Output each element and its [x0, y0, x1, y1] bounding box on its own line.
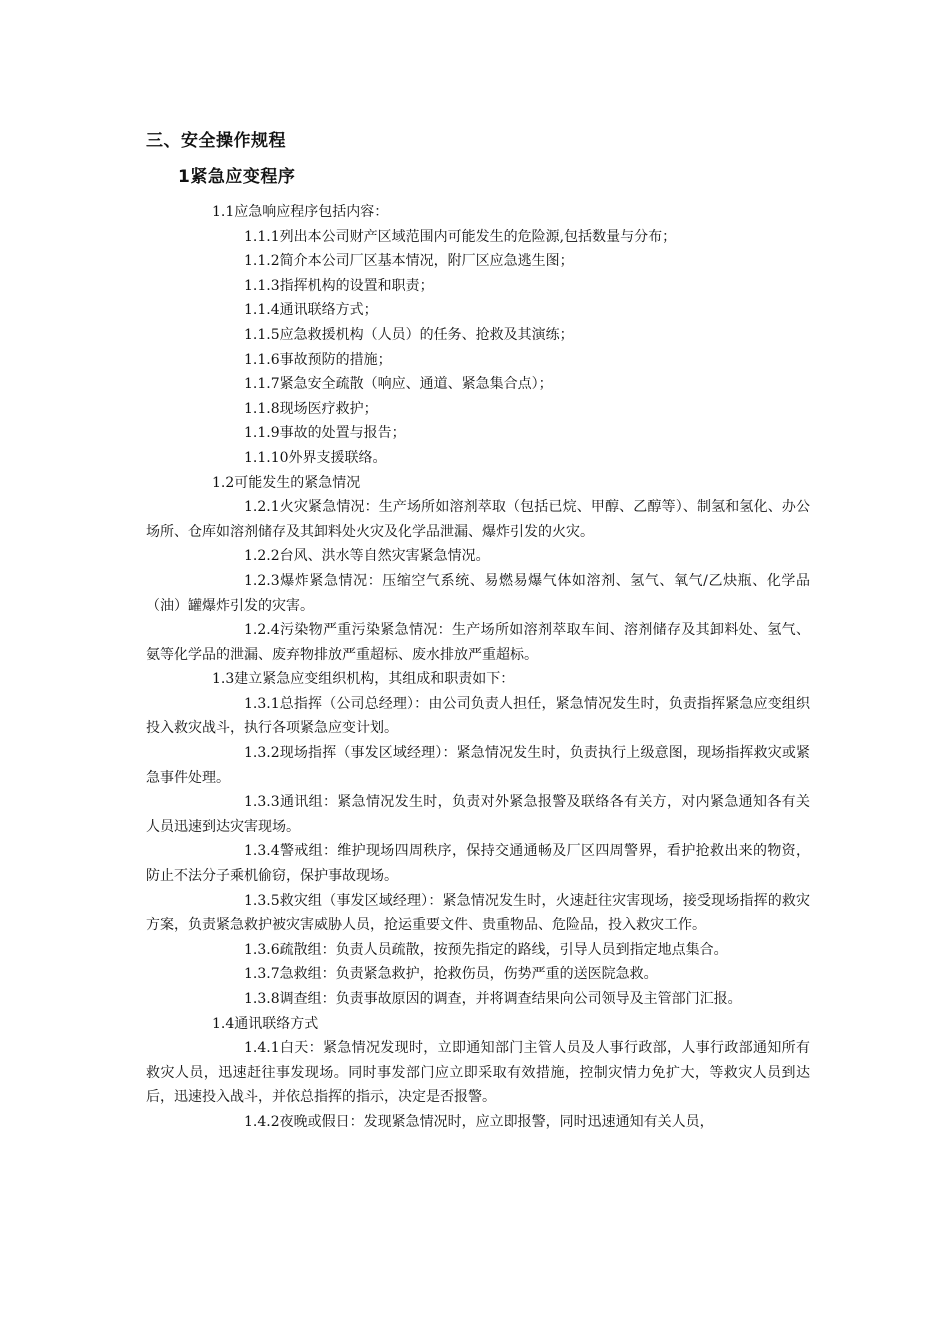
clause-paragraph: 1.1.4通讯联络方式； [244, 302, 378, 319]
clause-paragraph: 1.3.5救灾组（事发区域经理）：紧急情况发生时，火速赶往灾害现场，接受现场指挥的救灾方案，负责紧急救护被灾害威胁人员，抢运重要文件、贵重物品、危险品，投入救灾工作。 [146, 892, 810, 934]
clause-paragraph: 1.1.6事故预防的措施； [244, 351, 392, 368]
clause-paragraph: 1.1.8现场医疗救护； [244, 400, 378, 417]
clause-paragraph: 1.1.1列出本公司财产区域范围内可能发生的危险源,包括数量与分布； [244, 228, 677, 245]
clause-paragraph: 1.1.9事故的处置与报告； [244, 425, 406, 442]
clause-paragraph: 1.1.5应急救援机构（人员）的任务、抢救及其演练； [244, 326, 574, 343]
clause-paragraph: 1.3.6疏散组：负责人员疏散，按预先指定的路线，引导人员到指定地点集合。 [244, 941, 728, 958]
clause-paragraph: 1.2.4污染物严重污染紧急情况：生产场所如溶剂萃取车间、溶剂储存及其卸料处、氢气、氨等化学品的泄漏、废弃物排放严重超标、废水排放严重超标。 [146, 622, 810, 663]
clause-paragraph: 1.3.7急救组：负责紧急救护，抢救伤员，伤势严重的送医院急救。 [244, 966, 658, 983]
subsection-title: 1紧急应变程序 [178, 167, 296, 187]
clause-paragraph: 1.2.2台风、洪水等自然灾害紧急情况。 [244, 548, 490, 565]
clause-paragraph: 1.3.4警戒组：维护现场四周秩序，保持交通通畅及厂区四周警界，看护抢救出来的物资，防止不法分子乘机偷窃，保护事故现场。 [146, 843, 810, 885]
clause-paragraph: 1.3.2现场指挥（事发区域经理）：紧急情况发生时，负责执行上级意图，现场指挥救灾或紧急事件处理。 [146, 745, 810, 786]
clause-paragraph: 1.2.3爆炸紧急情况：压缩空气系统、易燃易爆气体如溶剂、氢气、氧气/乙炔瓶、化学品（油）罐爆炸引发的灾害。 [146, 572, 810, 614]
clause-paragraph: 1.1.3指挥机构的设置和职责； [244, 277, 434, 294]
clause-paragraph: 1.4.1白天：紧急情况发现时，立即通知部门主管人员及人事行政部，人事行政部通知所有救灾人员，迅速赶往事发现场。同时事发部门应立即采取有效措施，控制灾情力免扩大，等救灾人员到达后，迅速投入战斗，并依总指挥的指示，决定是否报警。 [146, 1040, 810, 1106]
clause-paragraph: 1.2.1火灾紧急情况：生产场所如溶剂萃取（包括已烷、甲醇、乙醇等）、制氢和氢化、办公场所、仓库如溶剂储存及其卸料处火灾及化学品泄漏、爆炸引发的火灾。 [146, 499, 810, 540]
section-heading: 1.1应急响应程序包括内容： [212, 204, 389, 220]
section-heading: 1.2可能发生的紧急情况 [212, 474, 361, 491]
clause-paragraph: 1.1.10外界支援联络。 [244, 449, 387, 466]
section-title: 三、安全操作规程 [146, 131, 286, 151]
section-heading: 1.3建立紧急应变组织机构，其组成和职责如下： [212, 671, 515, 688]
clause-paragraph: 1.4.2夜晚或假日：发现紧急情况时，应立即报警，同时迅速通知有关人员， [244, 1113, 714, 1130]
clause-paragraph: 1.1.2简介本公司厂区基本情况，附厂区应急逃生图； [244, 253, 574, 270]
clause-paragraph: 1.1.7紧急安全疏散（响应、通道、紧急集合点）； [244, 376, 553, 393]
clause-paragraph: 1.3.3通讯组：紧急情况发生时，负责对外紧急报警及联络各有关方，对内紧急通知各有关人员迅速到达灾害现场。 [146, 794, 810, 835]
section-heading: 1.4通讯联络方式 [212, 1015, 319, 1032]
clause-paragraph: 1.3.8调查组：负责事故原因的调查，并将调查结果向公司领导及主管部门汇报。 [244, 991, 742, 1007]
document-body [146, 200, 810, 1135]
clause-paragraph: 1.3.1总指挥（公司总经理）：由公司负责人担任，紧急情况发生时，负责指挥紧急应变组织投入救灾战斗，执行各项紧急应变计划。 [146, 695, 810, 737]
